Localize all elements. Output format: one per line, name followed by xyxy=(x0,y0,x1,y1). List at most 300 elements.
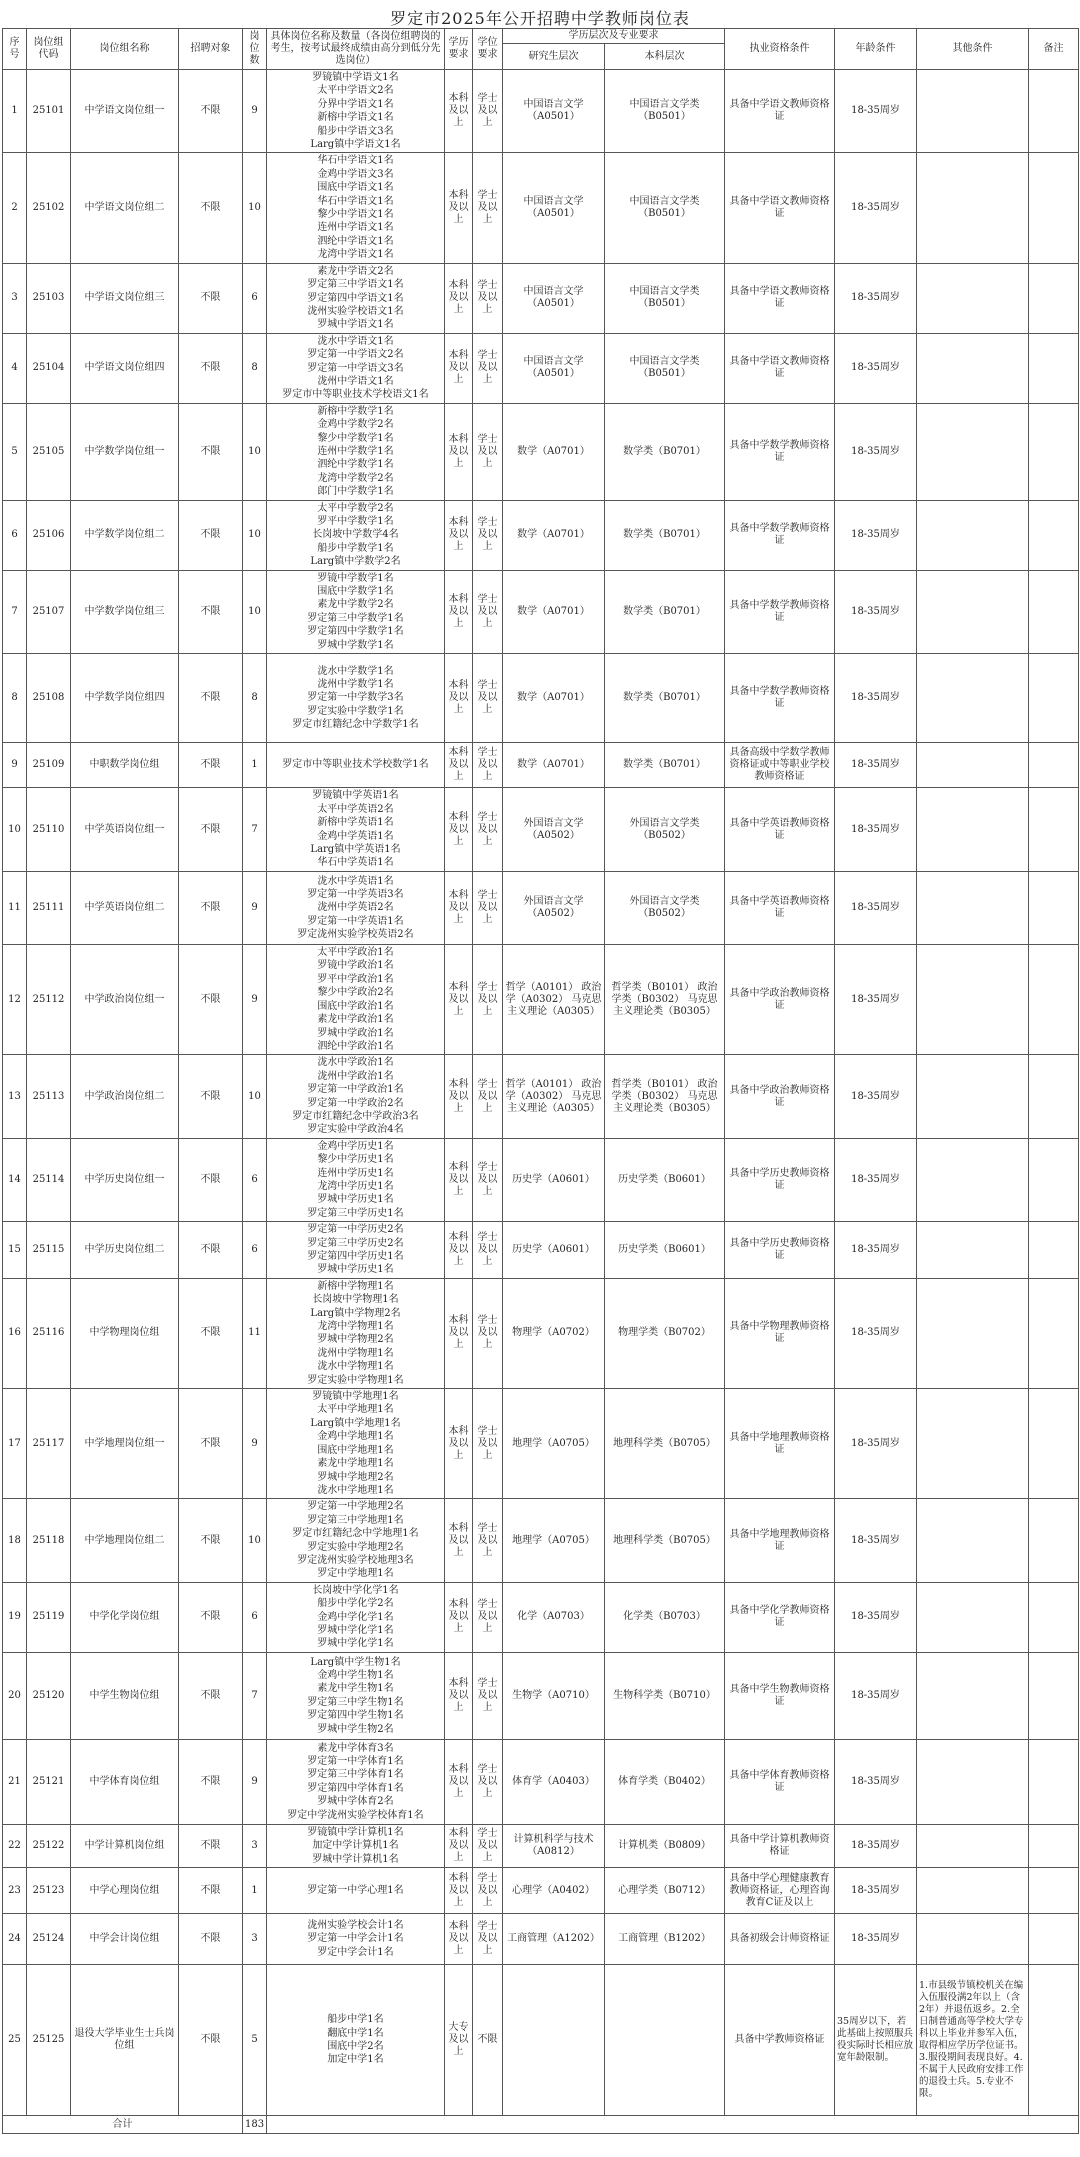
cell-count: 10 xyxy=(243,1499,267,1582)
position-line: 船步中学1名 xyxy=(327,2014,384,2026)
position-line: 罗定第四中学体育1名 xyxy=(307,1782,404,1794)
position-line: 罗定第一中学数学3名 xyxy=(307,692,404,704)
position-line: 连州中学历史1名 xyxy=(317,1167,394,1179)
cell-age: 18-35周岁 xyxy=(835,1582,917,1652)
position-line: 郎门中学数学1名 xyxy=(317,486,394,498)
cell-edu: 本科及以上 xyxy=(445,1739,473,1824)
cell-edu: 本科及以上 xyxy=(445,1278,473,1388)
position-line: 罗定第四中学数学1名 xyxy=(307,626,404,638)
position-line: 太平中学政治1名 xyxy=(317,947,394,959)
table-row xyxy=(3,403,1079,500)
cell-group-name: 中学会计岗位组 xyxy=(71,1914,179,1965)
position-line: 罗平中学政治1名 xyxy=(317,973,394,985)
cell-cert: 具备中学数学教师资格证 xyxy=(725,654,835,743)
cell-grad: 外国语言文学（A0502） xyxy=(503,872,605,945)
cell-other xyxy=(917,70,1029,153)
position-line: Larg镇中学地理1名 xyxy=(310,1417,401,1429)
table-row xyxy=(3,1739,1079,1824)
cell-target: 不限 xyxy=(179,743,243,788)
cell-count: 9 xyxy=(243,70,267,153)
cell-grad: 中国语言文学（A0501） xyxy=(503,70,605,153)
cell-group-name: 中学历史岗位组一 xyxy=(71,1138,179,1221)
cell-undergrad: 数学类（B0701） xyxy=(605,403,725,500)
cell-group-name: 中学地理岗位组二 xyxy=(71,1499,179,1582)
cell-age: 18-35周岁 xyxy=(835,1055,917,1138)
cell-count: 9 xyxy=(243,872,267,945)
position-line: 素龙中学数学2名 xyxy=(317,599,394,611)
cell-undergrad: 物理学类（B0702） xyxy=(605,1278,725,1388)
cell-edu: 本科及以上 xyxy=(445,872,473,945)
cell-seq: 9 xyxy=(3,743,27,788)
cell-group-name: 中学生物岗位组 xyxy=(71,1652,179,1739)
cell-seq: 20 xyxy=(3,1652,27,1739)
cell-count: 10 xyxy=(243,1055,267,1138)
cell-degree: 学士及以上 xyxy=(473,1222,503,1279)
cell-undergrad: 地理科学类（B0705） xyxy=(605,1499,725,1582)
cell-other xyxy=(917,1652,1029,1739)
position-line: 罗定泷州实验学校地理3名 xyxy=(297,1554,414,1566)
cell-target: 不限 xyxy=(179,1278,243,1388)
position-line: 罗定实验中学物理1名 xyxy=(307,1374,404,1386)
position-line: 龙湾中学数学2名 xyxy=(317,472,394,484)
position-line: Larg镇中学生物1名 xyxy=(310,1656,401,1668)
cell-undergrad: 数学类（B0701） xyxy=(605,743,725,788)
cell-remark xyxy=(1029,500,1079,570)
cell-cert: 具备中学政治教师资格证 xyxy=(725,1055,835,1138)
cell-grad: 中国语言文学（A0501） xyxy=(503,263,605,333)
cell-other xyxy=(917,333,1029,403)
cell-target: 不限 xyxy=(179,1582,243,1652)
cell-other xyxy=(917,872,1029,945)
cell-undergrad: 历史学类（B0601） xyxy=(605,1138,725,1221)
position-line: 罗城中学化学1名 xyxy=(317,1638,394,1650)
cell-code: 25124 xyxy=(27,1914,71,1965)
cell-positions xyxy=(267,1652,445,1739)
table-row xyxy=(3,945,1079,1055)
position-line: 黎少中学历史1名 xyxy=(317,1154,394,1166)
cell-remark xyxy=(1029,1499,1079,1582)
cell-count: 1 xyxy=(243,743,267,788)
cell-age: 18-35周岁 xyxy=(835,1824,917,1867)
cell-other xyxy=(917,1055,1029,1138)
cell-seq: 14 xyxy=(3,1138,27,1221)
cell-other xyxy=(917,788,1029,872)
cell-cert: 具备中学地理教师资格证 xyxy=(725,1499,835,1582)
cell-code: 25117 xyxy=(27,1389,71,1499)
cell-undergrad: 化学类（B0703） xyxy=(605,1582,725,1652)
cell-code: 25123 xyxy=(27,1868,71,1914)
cell-group-name: 中学语文岗位组四 xyxy=(71,333,179,403)
cell-positions xyxy=(267,788,445,872)
cell-target: 不限 xyxy=(179,1739,243,1824)
position-line: 罗定第一中学英语3名 xyxy=(307,888,404,900)
position-line: 围底中学政治1名 xyxy=(317,1000,394,1012)
cell-group-name: 中学政治岗位组二 xyxy=(71,1055,179,1138)
cell-count: 10 xyxy=(243,403,267,500)
cell-degree: 学士及以上 xyxy=(473,1868,503,1914)
cell-target: 不限 xyxy=(179,500,243,570)
cell-code: 25104 xyxy=(27,333,71,403)
header-remark: 备注 xyxy=(1029,29,1079,70)
table-row xyxy=(3,1138,1079,1221)
cell-undergrad: 地理科学类（B0705） xyxy=(605,1389,725,1499)
cell-other xyxy=(917,500,1029,570)
position-line: 华石中学语文1名 xyxy=(317,155,394,167)
total-row xyxy=(3,2116,1079,2134)
position-line: 泷州中学英语2名 xyxy=(317,902,394,914)
cell-other xyxy=(917,1914,1029,1965)
cell-undergrad: 外国语言文学类（B0502） xyxy=(605,788,725,872)
position-line: 罗镜中学政治1名 xyxy=(317,960,394,972)
cell-edu: 本科及以上 xyxy=(445,153,473,263)
table-row xyxy=(3,1278,1079,1388)
position-line: 翻底中学1名 xyxy=(327,2027,384,2039)
table-row xyxy=(3,1868,1079,1914)
cell-remark xyxy=(1029,333,1079,403)
cell-seq: 12 xyxy=(3,945,27,1055)
cell-grad: 物理学（A0702） xyxy=(503,1278,605,1388)
position-line: 泷州实验学校会计1名 xyxy=(307,1919,404,1931)
cell-edu: 本科及以上 xyxy=(445,333,473,403)
cell-degree: 学士及以上 xyxy=(473,1278,503,1388)
cell-age: 18-35周岁 xyxy=(835,1868,917,1914)
cell-other xyxy=(917,570,1029,653)
cell-target: 不限 xyxy=(179,333,243,403)
cell-grad: 心理学（A0402） xyxy=(503,1868,605,1914)
position-line: 新榕中学数学1名 xyxy=(317,405,394,417)
cell-edu: 本科及以上 xyxy=(445,743,473,788)
cell-grad: 外国语言文学（A0502） xyxy=(503,788,605,872)
cell-degree: 学士及以上 xyxy=(473,743,503,788)
cell-seq: 5 xyxy=(3,403,27,500)
position-line: 围底中学数学1名 xyxy=(317,586,394,598)
cell-grad: 中国语言文学（A0501） xyxy=(503,333,605,403)
cell-positions xyxy=(267,945,445,1055)
cell-remark xyxy=(1029,153,1079,263)
cell-other xyxy=(917,1499,1029,1582)
cell-grad: 哲学（A0101） 政治学（A0302） 马克思主义理论（A0305） xyxy=(503,1055,605,1138)
position-line: 围底中学地理1名 xyxy=(317,1444,394,1456)
position-line: 罗定第一中学历史2名 xyxy=(307,1224,404,1236)
position-line: 泗纶中学语文1名 xyxy=(317,235,394,247)
cell-positions xyxy=(267,1739,445,1824)
cell-group-name: 中学数学岗位组四 xyxy=(71,654,179,743)
cell-cert: 具备初级会计师资格证 xyxy=(725,1914,835,1965)
position-line: 新榕中学语文1名 xyxy=(317,112,394,124)
cell-age: 18-35周岁 xyxy=(835,1914,917,1965)
header-target: 招聘对象 xyxy=(179,29,243,70)
cell-seq: 16 xyxy=(3,1278,27,1388)
cell-age: 18-35周岁 xyxy=(835,570,917,653)
cell-code: 25111 xyxy=(27,872,71,945)
cell-age: 35周岁以下，若此基础上按照服兵役实际时长相应放宽年龄限制。 xyxy=(835,1965,917,2116)
cell-target: 不限 xyxy=(179,1389,243,1499)
cell-seq: 15 xyxy=(3,1222,27,1279)
position-line: 罗定中学会计1名 xyxy=(317,1946,394,1958)
cell-degree: 学士及以上 xyxy=(473,1914,503,1965)
table-row xyxy=(3,1824,1079,1867)
position-line: 连州中学数学1名 xyxy=(317,445,394,457)
position-line: 加定中学1名 xyxy=(327,2054,384,2066)
cell-seq: 6 xyxy=(3,500,27,570)
position-line: 罗城中学物理2名 xyxy=(317,1334,394,1346)
cell-undergrad: 计算机类（B0809） xyxy=(605,1824,725,1867)
table-row xyxy=(3,872,1079,945)
header-seq: 序号 xyxy=(3,29,27,70)
position-line: Larg镇中学英语1名 xyxy=(310,843,401,855)
position-line: 罗定第三中学体育1名 xyxy=(307,1769,404,1781)
cell-grad: 地理学（A0705） xyxy=(503,1389,605,1499)
position-line: 罗镜镇中学英语1名 xyxy=(312,790,399,802)
position-line: 泗纶中学数学1名 xyxy=(317,459,394,471)
cell-group-name: 中学计算机岗位组 xyxy=(71,1824,179,1867)
cell-grad xyxy=(503,1965,605,2116)
position-line: 泷水中学物理1名 xyxy=(317,1361,394,1373)
position-line: 罗定泷州实验学校英语2名 xyxy=(297,929,414,941)
cell-degree: 学士及以上 xyxy=(473,570,503,653)
cell-count: 1 xyxy=(243,1868,267,1914)
cell-code: 25119 xyxy=(27,1582,71,1652)
cell-positions xyxy=(267,1582,445,1652)
cell-code: 25108 xyxy=(27,654,71,743)
position-line: 金鸡中学生物1名 xyxy=(317,1669,394,1681)
cell-group-name: 中学英语岗位组二 xyxy=(71,872,179,945)
cell-group-name: 中学数学岗位组一 xyxy=(71,403,179,500)
cell-group-name: 中职数学岗位组 xyxy=(71,743,179,788)
cell-code: 25109 xyxy=(27,743,71,788)
position-line: 金鸡中学英语1名 xyxy=(317,830,394,842)
cell-age: 18-35周岁 xyxy=(835,872,917,945)
cell-count: 6 xyxy=(243,1582,267,1652)
cell-grad: 体育学（A0403） xyxy=(503,1739,605,1824)
cell-other xyxy=(917,1739,1029,1824)
position-line: 长岗坡中学物理1名 xyxy=(312,1294,399,1306)
cell-remark xyxy=(1029,70,1079,153)
header-major-group: 学历层次及专业要求 xyxy=(503,29,725,44)
table-row xyxy=(3,1055,1079,1138)
position-line: 罗定第三中学地理1名 xyxy=(307,1514,404,1526)
cell-target: 不限 xyxy=(179,1055,243,1138)
cell-undergrad: 哲学类（B0101） 政治学类（B0302） 马克思主义理论类（B0305） xyxy=(605,1055,725,1138)
cell-group-name: 中学语文岗位组二 xyxy=(71,153,179,263)
cell-seq: 4 xyxy=(3,333,27,403)
cell-group-name: 中学化学岗位组 xyxy=(71,1582,179,1652)
cell-other xyxy=(917,153,1029,263)
cell-degree: 学士及以上 xyxy=(473,500,503,570)
cell-code: 25113 xyxy=(27,1055,71,1138)
header-undergrad: 本科层次 xyxy=(605,44,725,70)
cell-remark xyxy=(1029,1965,1079,2116)
position-line: Larg镇中学物理2名 xyxy=(310,1307,401,1319)
position-line: 罗定实验中学政治4名 xyxy=(307,1124,404,1136)
cell-other xyxy=(917,654,1029,743)
cell-grad: 数学（A0701） xyxy=(503,743,605,788)
cell-seq: 23 xyxy=(3,1868,27,1914)
cell-cert: 具备高级中学数学教师资格证或中等职业学校教师资格证 xyxy=(725,743,835,788)
position-line: 罗定第四中学生物1名 xyxy=(307,1710,404,1722)
cell-remark xyxy=(1029,872,1079,945)
header-cert: 执业资格条件 xyxy=(725,29,835,70)
position-line: 泷水中学数学1名 xyxy=(317,665,394,677)
cell-edu: 本科及以上 xyxy=(445,1389,473,1499)
cell-undergrad: 外国语言文学类（B0502） xyxy=(605,872,725,945)
position-line: Larg镇中学数学2名 xyxy=(310,556,401,568)
positions-table xyxy=(2,28,1079,2134)
cell-group-name: 中学英语岗位组一 xyxy=(71,788,179,872)
cell-seq: 10 xyxy=(3,788,27,872)
cell-target: 不限 xyxy=(179,1499,243,1582)
cell-cert: 具备中学语文教师资格证 xyxy=(725,333,835,403)
cell-age: 18-35周岁 xyxy=(835,1138,917,1221)
cell-positions xyxy=(267,872,445,945)
cell-seq: 25 xyxy=(3,1965,27,2116)
cell-grad: 数学（A0701） xyxy=(503,500,605,570)
cell-positions xyxy=(267,570,445,653)
cell-positions xyxy=(267,500,445,570)
cell-remark xyxy=(1029,1055,1079,1138)
position-line: 罗定第一中学政治1名 xyxy=(307,1084,404,1096)
cell-age: 18-35周岁 xyxy=(835,788,917,872)
position-line: 罗定第四中学语文1名 xyxy=(307,292,404,304)
header-count: 岗位数 xyxy=(243,29,267,70)
cell-cert: 具备中学语文教师资格证 xyxy=(725,70,835,153)
header-edu: 学历要求 xyxy=(445,29,473,70)
cell-code: 25115 xyxy=(27,1222,71,1279)
position-line: 素龙中学地理1名 xyxy=(317,1458,394,1470)
position-line: 金鸡中学历史1名 xyxy=(317,1140,394,1152)
cell-cert: 具备中学政治教师资格证 xyxy=(725,945,835,1055)
table-row xyxy=(3,153,1079,263)
cell-grad: 数学（A0701） xyxy=(503,654,605,743)
header-row-1 xyxy=(3,29,1079,44)
cell-age: 18-35周岁 xyxy=(835,1278,917,1388)
header-grad: 研究生层次 xyxy=(503,44,605,70)
cell-count: 7 xyxy=(243,788,267,872)
table-row xyxy=(3,1389,1079,1499)
cell-edu: 本科及以上 xyxy=(445,403,473,500)
cell-other xyxy=(917,1582,1029,1652)
table-row xyxy=(3,1499,1079,1582)
table-row xyxy=(3,1222,1079,1279)
cell-age: 18-35周岁 xyxy=(835,1652,917,1739)
cell-other xyxy=(917,1389,1029,1499)
cell-other: 1.市县级节镇校机关在编入伍服役满2年以上（含2年）并退伍返乡。2.全日制普通高等学校大学专科以上毕业并参军入伍，取得相应学历学位证书。3.服役期间表现良好。4.不属于人民政府安排工作的退役士兵。5.专业不限。 xyxy=(917,1965,1029,2116)
cell-group-name: 中学数学岗位组二 xyxy=(71,500,179,570)
cell-degree: 不限 xyxy=(473,1965,503,2116)
cell-positions xyxy=(267,1914,445,1965)
cell-other xyxy=(917,403,1029,500)
position-line: 罗定市红籍纪念中学数学1名 xyxy=(292,719,419,731)
cell-other xyxy=(917,945,1029,1055)
cell-edu: 本科及以上 xyxy=(445,70,473,153)
cell-seq: 3 xyxy=(3,263,27,333)
cell-group-name: 中学地理岗位组一 xyxy=(71,1389,179,1499)
position-line: 罗镜镇中学地理1名 xyxy=(312,1391,399,1403)
cell-remark xyxy=(1029,1914,1079,1965)
position-line: 太平中学数学2名 xyxy=(317,502,394,514)
cell-edu: 本科及以上 xyxy=(445,263,473,333)
cell-undergrad: 数学类（B0701） xyxy=(605,500,725,570)
cell-code: 25116 xyxy=(27,1278,71,1388)
cell-positions xyxy=(267,403,445,500)
position-line: 罗定第一中学英语1名 xyxy=(307,915,404,927)
cell-seq: 7 xyxy=(3,570,27,653)
cell-undergrad: 中国语言文学类（B0501） xyxy=(605,333,725,403)
position-line: 罗平中学数学1名 xyxy=(317,516,394,527)
cell-group-name: 退役大学毕业生士兵岗位组 xyxy=(71,1965,179,2116)
position-line: 罗定第三中学生物1名 xyxy=(307,1696,404,1708)
position-line: 罗定第三中学语文1名 xyxy=(307,279,404,291)
cell-remark xyxy=(1029,1868,1079,1914)
cell-target: 不限 xyxy=(179,1914,243,1965)
cell-target: 不限 xyxy=(179,1652,243,1739)
cell-degree: 学士及以上 xyxy=(473,872,503,945)
cell-remark xyxy=(1029,743,1079,788)
position-line: 罗定第一中学地理2名 xyxy=(307,1501,404,1513)
cell-edu: 本科及以上 xyxy=(445,1868,473,1914)
position-line: 连州中学语文1名 xyxy=(317,222,394,234)
position-line: 龙湾中学物理1名 xyxy=(317,1321,394,1333)
cell-positions xyxy=(267,654,445,743)
cell-age: 18-35周岁 xyxy=(835,333,917,403)
table-row xyxy=(3,654,1079,743)
cell-grad: 地理学（A0705） xyxy=(503,1499,605,1582)
cell-undergrad: 生物科学类（B0710） xyxy=(605,1652,725,1739)
position-line: 罗定市中等职业技术学校数学1名 xyxy=(282,759,429,771)
position-line: 罗城中学生物2名 xyxy=(317,1723,394,1735)
position-line: 黎少中学政治2名 xyxy=(317,987,394,999)
cell-count: 8 xyxy=(243,333,267,403)
cell-seq: 24 xyxy=(3,1914,27,1965)
cell-count: 3 xyxy=(243,1824,267,1867)
cell-cert: 具备中学教师资格证 xyxy=(725,1965,835,2116)
position-line: 泷水中学语文1名 xyxy=(317,335,394,347)
cell-grad: 生物学（A0710） xyxy=(503,1652,605,1739)
cell-remark xyxy=(1029,1389,1079,1499)
cell-other xyxy=(917,1222,1029,1279)
cell-undergrad: 体育学类（B0402） xyxy=(605,1739,725,1824)
table-row xyxy=(3,263,1079,333)
table-row xyxy=(3,1652,1079,1739)
cell-grad: 中国语言文学（A0501） xyxy=(503,153,605,263)
cell-group-name: 中学数学岗位组三 xyxy=(71,570,179,653)
cell-positions xyxy=(267,70,445,153)
position-line: 罗城中学体育2名 xyxy=(317,1796,394,1808)
cell-count: 11 xyxy=(243,1278,267,1388)
position-line: 罗城中学数学1名 xyxy=(317,639,394,651)
cell-grad: 哲学（A0101） 政治学（A0302） 马克思主义理论（A0305） xyxy=(503,945,605,1055)
position-line: 船步中学语文3名 xyxy=(317,125,394,137)
cell-degree: 学士及以上 xyxy=(473,788,503,872)
cell-other xyxy=(917,743,1029,788)
cell-seq: 21 xyxy=(3,1739,27,1824)
cell-edu: 本科及以上 xyxy=(445,1582,473,1652)
cell-target: 不限 xyxy=(179,872,243,945)
cell-cert: 具备中学数学教师资格证 xyxy=(725,570,835,653)
position-line: Larg镇中学语文1名 xyxy=(310,139,401,151)
position-line: 黎少中学语文1名 xyxy=(317,209,394,221)
position-line: 罗定第一中学会计1名 xyxy=(307,1933,404,1945)
cell-group-name: 中学语文岗位组三 xyxy=(71,263,179,333)
position-line: 分界中学语文1名 xyxy=(317,98,394,110)
position-line: 罗城中学计算机1名 xyxy=(312,1853,399,1865)
cell-grad: 数学（A0701） xyxy=(503,570,605,653)
cell-other xyxy=(917,263,1029,333)
cell-undergrad: 工商管理（B1202） xyxy=(605,1914,725,1965)
cell-grad: 工商管理（A1202） xyxy=(503,1914,605,1965)
cell-count: 10 xyxy=(243,570,267,653)
cell-grad: 历史学（A0601） xyxy=(503,1222,605,1279)
